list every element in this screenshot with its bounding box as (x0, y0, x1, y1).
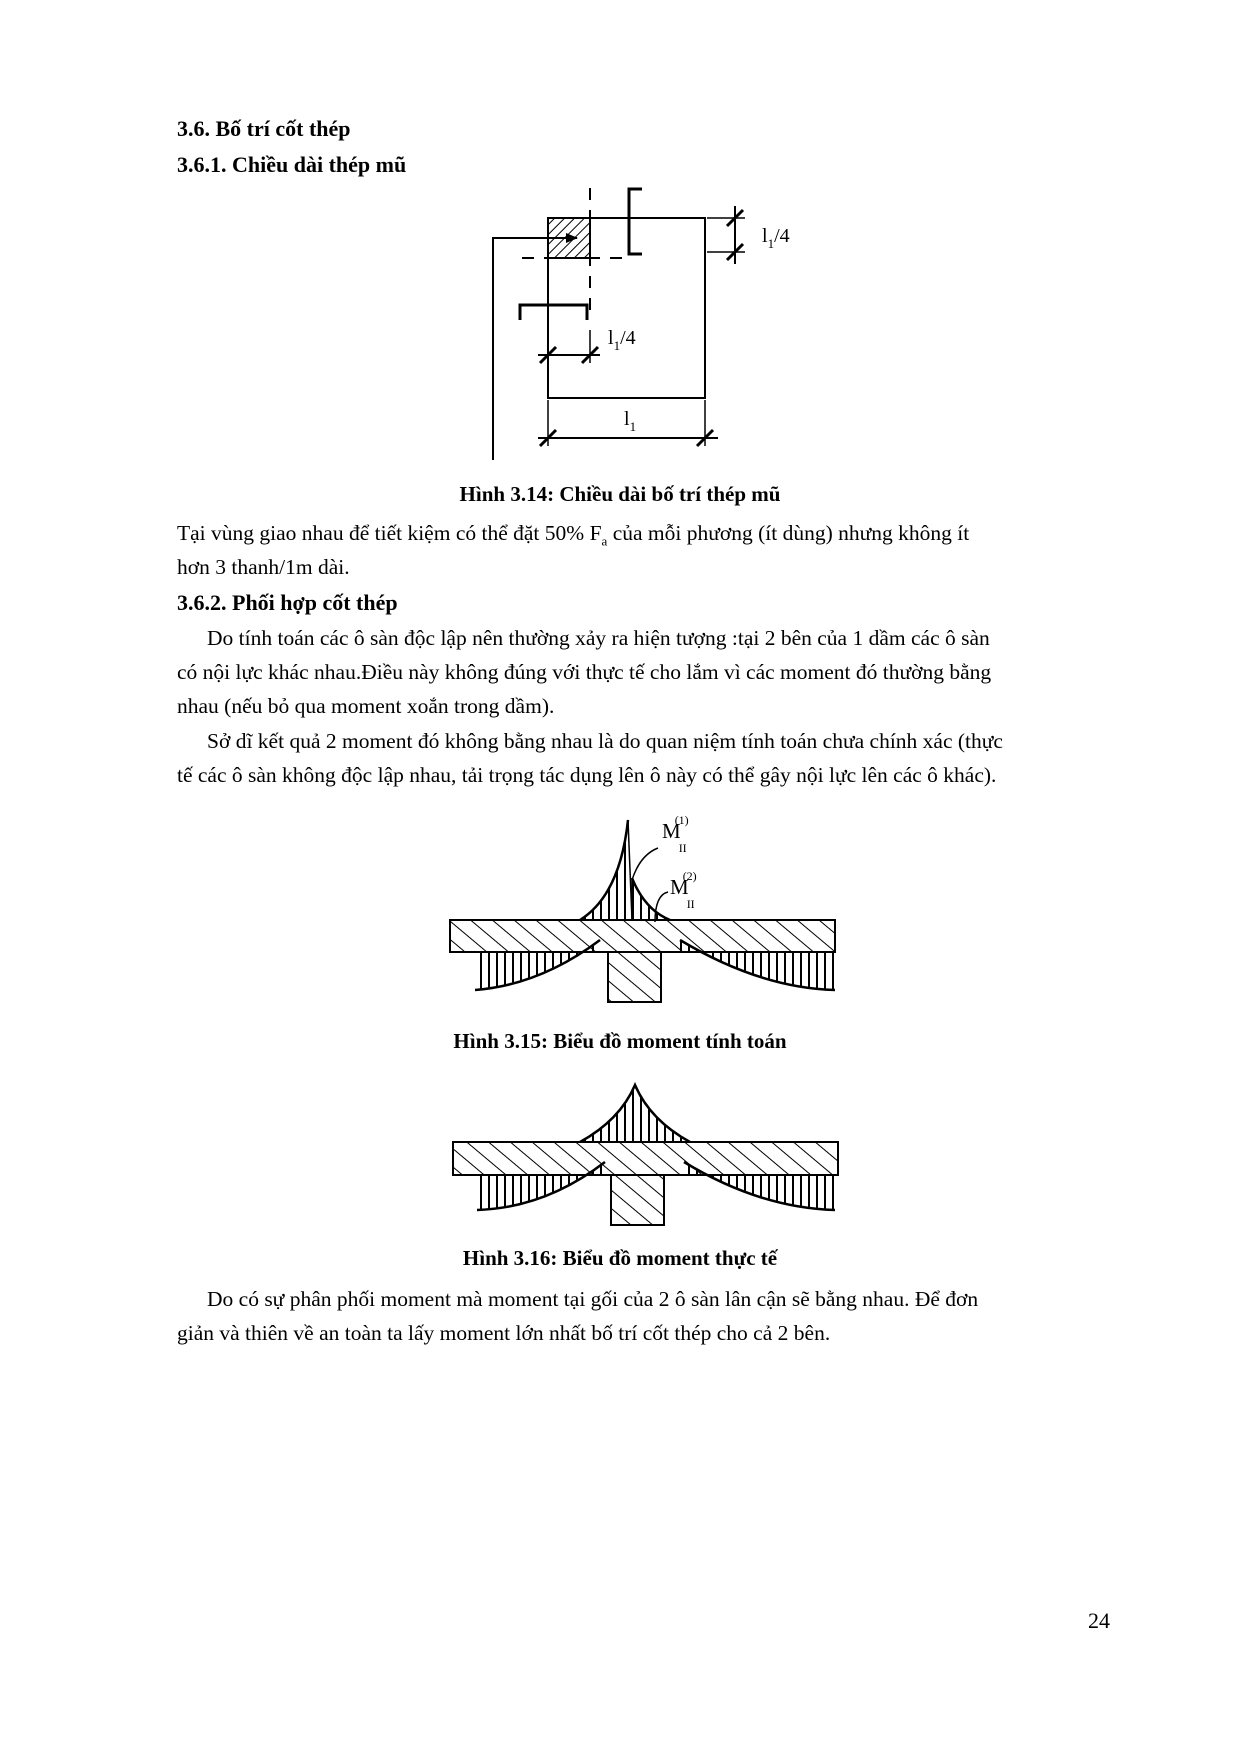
paragraph-3-line-2: tế các ô sàn không độc lập nhau, tải trọng tác dụng lên ô này có thể gây nội lực lên các ô khác). (177, 763, 997, 787)
figure-3-14-cap-rebar-layout (0, 0, 1240, 470)
paragraph-4-line-2: giản và thiên về an toàn ta lấy moment lớn nhất bố trí cốt thép cho cả 2 bên. (177, 1321, 831, 1345)
label-m-ii-1: M II(1) (662, 813, 689, 855)
figure-3-15-computed-moment-diagram (0, 800, 1240, 1020)
paragraph-1-line-2: hơn 3 thanh/1m dài. (177, 555, 350, 579)
figure-3-16-caption: Hình 3.16: Biểu đồ moment thực tế (462, 1246, 778, 1270)
figure-3-14-caption: Hình 3.14: Chiều dài bố trí thép mũ (459, 482, 781, 506)
section-heading-3-6-1: 3.6.1. Chiều dài thép mũ (177, 152, 407, 177)
dim-label-l1-quarter-vertical: $l_1/4$ (762, 225, 790, 251)
paragraph-2-line-2: có nội lực khác nhau.Điều này không đúng với thực tế cho lắm vì các moment đó thường bằng (177, 660, 992, 684)
section-heading-3-6-2: 3.6.2. Phối hợp cốt thép (177, 590, 398, 615)
dim-label-l1-quarter-horizontal: $l_1/4$ (608, 327, 636, 353)
page-number: 24 (1088, 1608, 1110, 1633)
label-m-ii-2: M II(2) (670, 869, 697, 911)
figure-3-15-caption: Hình 3.15: Biểu đồ moment tính toán (453, 1029, 787, 1053)
paragraph-2-line-3: nhau (nếu bỏ qua moment xoắn trong dầm). (177, 694, 555, 718)
figure-3-16-actual-moment-diagram (0, 1080, 1240, 1240)
dim-label-l1: $l_1$ (624, 408, 637, 434)
paragraph-1-line-1: Tại vùng giao nhau để tiết kiệm có thể đặt 50% $F_a$ của mỗi phương (ít dùng) nhưng không ít (177, 521, 970, 549)
section-heading-3-6: 3.6. Bố trí cốt thép (177, 116, 351, 141)
paragraph-2-line-1: Do tính toán các ô sàn độc lập nên thường xảy ra hiện tượng :tại 2 bên của 1 dầm các ô sàn (207, 626, 990, 650)
paragraph-4-line-1: Do có sự phân phối moment mà moment tại gối của 2 ô sàn lân cận sẽ bằng nhau. Để đơn (207, 1287, 979, 1311)
paragraph-3-line-1: Sở dĩ kết quả 2 moment đó không bằng nhau là do quan niệm tính toán chưa chính xác (thực (207, 729, 1003, 753)
